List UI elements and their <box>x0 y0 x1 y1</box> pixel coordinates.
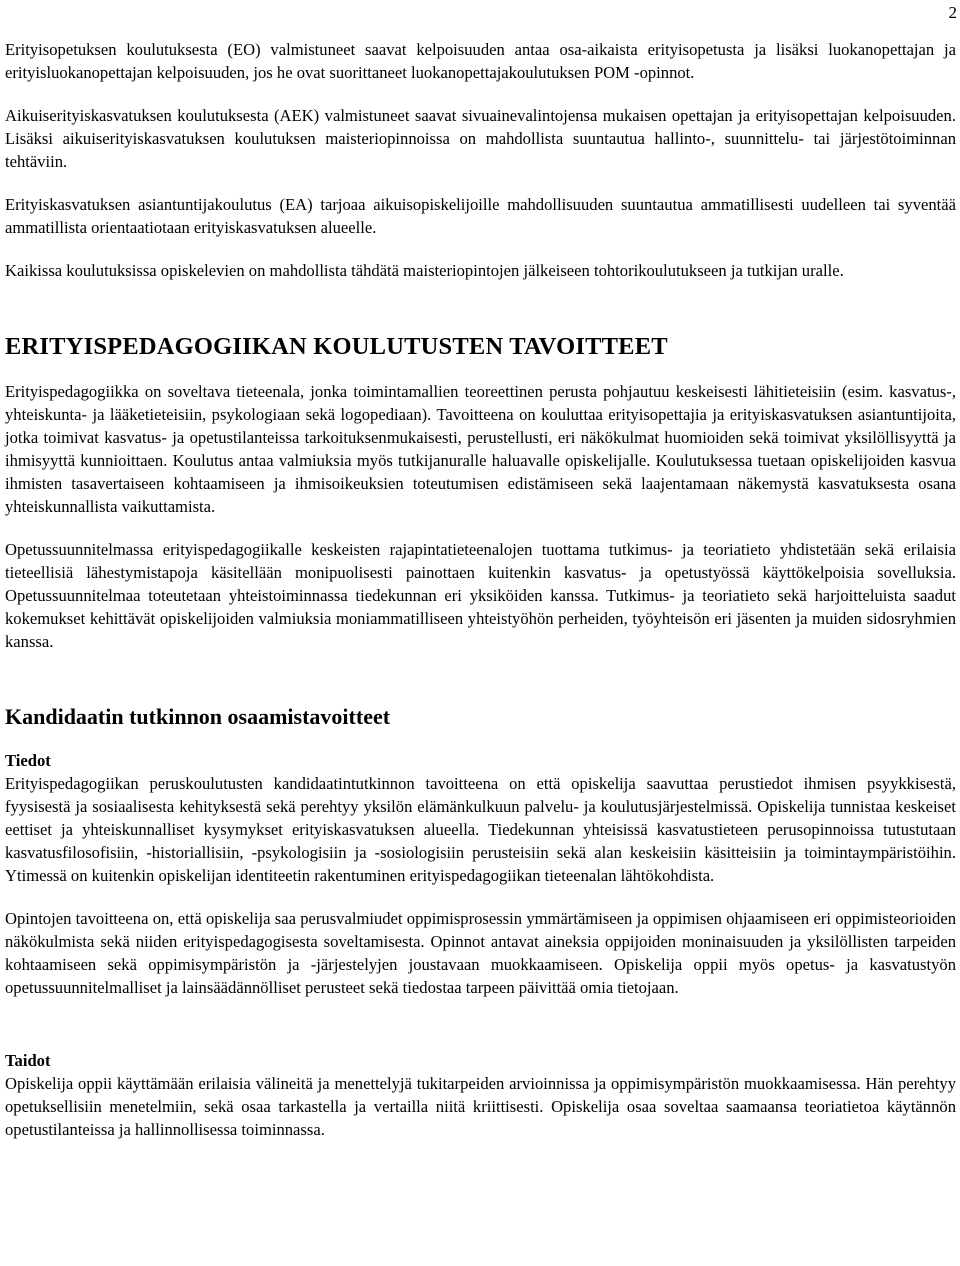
intro-paragraph-ea: Erityiskasvatuksen asiantuntijakoulutus (EA) tarjoaa aikuisopiskelijoille mahdollisuuden suuntautua ammatillisesti uudelleen tai syventää ammatillista orientaatiotaan erityiskasvatuksen alueelle. <box>5 195 956 237</box>
tiedot-paragraph-2: Opintojen tavoitteena on, että opiskelija saa perusvalmiudet oppimisprosessin ymmärtämiseen ja oppimisen ohjaamiseen eri oppimisteorioiden näkökulmista sekä niiden erityispedagogisesta soveltamisesta. Opinnot antavat aineksia oppijoiden moninaisuuden ja yksilöllisten tarpeiden kohtaamiseen sekä oppimisympäristön ja -järjestelyjen joustavaan muokkaamiseen. Opiskelija oppii myös opetus- ja kasvatustyön opetussuunnitelmalliset ja lainsäädännölliset perusteet sekä tiedostaa tarpeen päivittää omia tietojaan. <box>5 909 956 997</box>
taidot-label: Taidot <box>5 1051 51 1070</box>
taidot-paragraph-1: Opiskelija oppii käyttämään erilaisia välineitä ja menettelyjä tukitarpeiden arvioinnissa ja oppimisympäristön muokkaamisessa. Hän perehtyy opetuksellisiin menetelmiin, sekä osaa tarkastella ja vertailla niitä kriittisesti. Opiskelija osaa soveltaa saamaansa teoriatietoa käytännön opetustilanteissa ja hallinnollisessa toiminnassa. <box>5 1074 956 1139</box>
intro-paragraph-doctoral: Kaikissa koulutuksissa opiskelevien on mahdollista tähdätä maisteriopintojen jälkeiseen tohtorikoulutukseen ja tutkijan uralle. <box>5 261 844 280</box>
subsection-title: Kandidaatin tutkinnon osaamistavoitteet <box>5 704 391 729</box>
section-paragraph-goals: Erityispedagogiikka on soveltava tieteenala, jonka toimintamallien teoreettinen perusta pohjautuu keskeisesti lähitieteisiin (esim. kasvatus-, yhteiskunta- ja lääketieteisiin, psykologiaan sekä logopediaan). Tavoitteena on kouluttaa erityisopettajia ja erityiskasvatuksen asiantuntijoita, jotka toimivat kasvatus- ja opetustilanteissa tarkoituksenmukaisesti, perustellusti, eri näkökulmat huomioiden sekä toimivat yksilöllisyyttä ja ihmisyyttä kunnioittaen. Koulutus antaa valmiuksia myös tutkijanuralle haluavalle opiskelijalle. Koulutuksessa tuetaan opiskelijoiden kasvua ihmisten tasavertaiseen kohtaamiseen ja ihmisoikeuksien toteutumisen edistämiseen sekä laajentamaan näkemystä kasvatuksesta osana yhteiskunnallista vaikuttamista. <box>5 382 956 516</box>
page-number: 2 <box>948 3 957 22</box>
intro-paragraph-eo: Erityisopetuksen koulutuksesta (EO) valmistuneet saavat kelpoisuuden antaa osa-aikaista erityisopetusta ja lisäksi luokanopettajan ja erityisluokanopettajan kelpoisuuden, jos he ovat suorittaneet luokanopettajakoulutuksen POM -opinnot. <box>5 40 956 82</box>
tiedot-paragraph-1: Erityispedagogiikan peruskoulutusten kandidaatintutkinnon tavoitteena on että opiskelija saavuttaa perustiedot ihmisen psyykkisestä, fyysisestä ja sosiaalisesta kehityksestä sekä perehtyy yksilön elämänkulkuun palvelu- ja koulutusjärjestelmissä. Opiskelija tunnistaa keskeiset eettiset ja yhteiskunnalliset kysymykset erityiskasvatuksen alueella. Tiedekunnan yhteisissä kasvatustieteen perusopinnoissa tutustutaan kasvatusfilosofisiin, -historiallisiin, -psykologisiin ja -sosiologisiin perusteisiin sekä alan keskeisiin käsitteisiin ja toimintaympäristöihin. Ytimessä on kuitenkin opiskelijan identiteetin rakentuminen erityispedagogiikan tieteenalan lähtökohdista. <box>5 774 956 885</box>
section-title: ERITYISPEDAGOGIIKAN KOULUTUSTEN TAVOITTEET <box>5 333 668 360</box>
section-paragraph-curriculum: Opetussuunnitelmassa erityispedagogiikalle keskeisten rajapintatieteenalojen tuottama tutkimus- ja teoriatieto yhdistetään sekä erilaisia tieteellisiä lähestymistapoja käsitellään monipuolisesti painottaen kuitenkin kasvatus- ja opetustyössä käyttökelpoisia sovelluksia. Opetussuunnitelmaa toteutetaan yhteistoiminnassa tiedekunnan eri yksiköiden kanssa. Tutkimus- ja teoriatieto sekä harjoitteluista saadut kokemukset kehittävät opiskelijoiden valmiuksia moniammatilliseen yhteistyöhön perheiden, työyhteisön eri jäsenten ja muiden sidosryhmien kanssa. <box>5 540 956 651</box>
tiedot-label: Tiedot <box>5 751 51 770</box>
intro-paragraph-aek: Aikuiserityiskasvatuksen koulutuksesta (AEK) valmistuneet saavat sivuainevalintojensa mukaisen opettajan ja erityisopettajan kelpoisuuden. Lisäksi aikuiserityiskasvatuksen koulutuksen maisteriopinnoissa on mahdollista suuntautua hallinto-, suunnittelu- tai järjestötoiminnan tehtäviin. <box>5 106 956 171</box>
document-page <box>5 38 956 1141</box>
